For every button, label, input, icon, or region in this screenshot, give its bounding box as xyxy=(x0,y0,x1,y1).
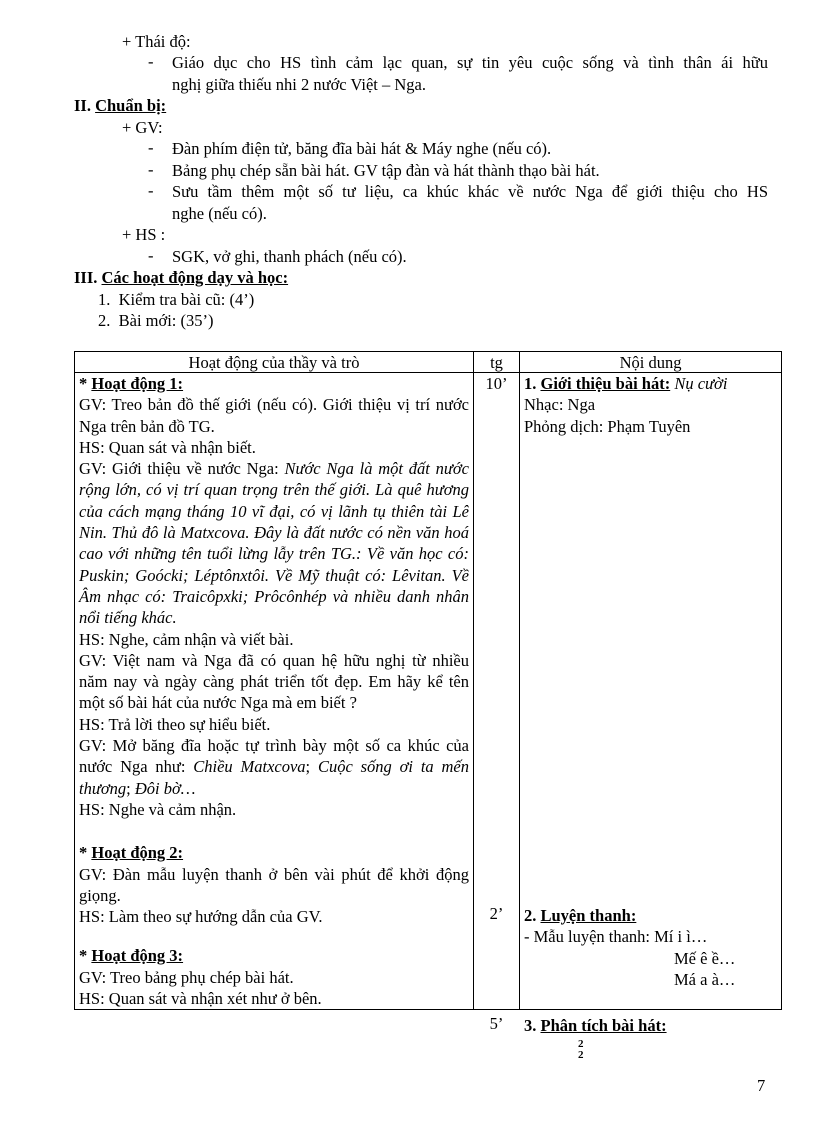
content-2-line: Má a à… xyxy=(674,969,736,989)
content-1-line: Phỏng dịch: Phạm Tuyên xyxy=(524,416,691,436)
activity-2-title: * Hoạt động 2: xyxy=(79,843,184,863)
bullet: - xyxy=(148,181,154,200)
activity-1-text: HS: Nghe, cảm nhận và viết bài. xyxy=(79,629,294,649)
table-row xyxy=(75,373,782,1010)
gv-item-3-cont: nghe (nếu có). xyxy=(172,204,267,223)
activity-3-text: HS: Quan sát và nhận xét như ở bên. xyxy=(79,989,322,1009)
activity-3-title: * Hoạt động 3: xyxy=(79,946,184,966)
gv-item-3: Sưu tầm thêm một số tư liệu, ca khúc khác về nước Nga để giới thiệu cho HS xyxy=(172,182,768,201)
content-3-title: 3. Phân tích bài hát: xyxy=(524,1016,667,1035)
content-1-line: Nhạc: Nga xyxy=(524,395,596,415)
step-1: 1. Kiểm tra bài cũ: (4’) xyxy=(98,290,255,309)
content-2-line: Mế ê ề… xyxy=(674,948,736,968)
attitude-item-line2: nghị giữa thiếu nhi 2 nước Việt – Nga. xyxy=(172,75,426,94)
gv-item-1: Đàn phím điện tử, băng đĩa bài hát & Máy nghe (nếu có). xyxy=(172,139,552,158)
activity-2-text: HS: Làm theo sự hướng dẫn của GV. xyxy=(79,907,323,927)
time-activity-2: 2’ xyxy=(489,904,504,923)
content-2-title: 2. Luyện thanh: xyxy=(524,906,637,925)
bullet: - xyxy=(148,52,154,71)
content-2-line: - Mẫu luyện thanh: Mí i ì… xyxy=(524,927,708,947)
gv-item-2: Bảng phụ chép sẵn bài hát. GV tập đàn và hát thành thạo bài hát. xyxy=(172,161,600,180)
time-activity-3: 5’ xyxy=(489,1014,504,1033)
time-signature: 2 2 xyxy=(578,1038,584,1061)
header-activities: Hoạt động của thầy và trò xyxy=(75,352,474,373)
bullet: - xyxy=(148,138,154,157)
gv-label: + GV: xyxy=(122,118,163,137)
content-cell xyxy=(520,373,782,1061)
activity-1-text: GV: Mở băng đĩa hoặc tự trình bày một số ca khúc của nước Nga như: Chiều Matxcova; Cuộc sống ơi ta mến thương; Đôi bờ… xyxy=(79,736,469,798)
hs-item-1: SGK, vở ghi, thanh phách (nếu có). xyxy=(172,247,407,266)
activity-1-text: HS: Trả lời theo sự hiểu biết. xyxy=(79,714,271,734)
content-1-title: 1. Giới thiệu bài hát: Nụ cười xyxy=(524,374,728,393)
activity-1-text: HS: Quan sát và nhận biết. xyxy=(79,437,256,457)
page-number: 7 xyxy=(757,1076,766,1095)
header-time: tg xyxy=(474,352,520,373)
section-heading-prep: II. Chuẩn bị: xyxy=(74,96,167,115)
activity-1-title: * Hoạt động 1: xyxy=(79,374,184,393)
attitude-label: + Thái độ: xyxy=(122,32,191,51)
activity-1-text: GV: Giới thiệu về nước Nga: Nước Nga là một đất nước rộng lớn, có vị trí quan trọng trên thế giới. Là quê hương của cách mạng tháng 10 vĩ đại, có vị lãnh tụ thiên tài Lê Nin. Thủ đô là Matxcova. Đây là đất nước có nền văn hoá cao với những tên tuổi lừng lẫy trên TG.: Về văn học có: Puskin; Goócki; Léptônxtôi. Về Mỹ thuật có: Lêvitan. Về Âm nhạc có: Traicôpxki; Prôcônhép và nhiều danh nhân nổi tiếng khác. xyxy=(79,459,469,628)
header-content: Nội dung xyxy=(520,352,782,373)
hs-label: + HS : xyxy=(122,225,166,244)
lesson-table xyxy=(74,351,782,1061)
time-cell xyxy=(474,373,520,1033)
activity-1-text: HS: Nghe và cảm nhận. xyxy=(79,799,237,819)
section-heading-activities: III. Các hoạt động dạy và học: xyxy=(74,268,289,287)
content-3 xyxy=(524,1015,769,1061)
activity-1-text: GV: Việt nam và Nga đã có quan hệ hữu nghị từ nhiều năm nay và ngày càng phát triển tốt đẹp. Em hãy kể tên một số bài hát của nước Nga mà em biết ? xyxy=(79,650,469,713)
activity-1-text: GV: Treo bản đồ thế giới (nếu có). Giới thiệu vị trí nước Nga trên bản đồ TG. xyxy=(79,395,469,436)
time-activity-1: 10’ xyxy=(485,374,508,393)
step-2: 2. Bài mới: (35’) xyxy=(98,311,214,330)
table-header-row xyxy=(75,352,782,373)
activity-2-text: GV: Đàn mẫu luyện thanh ở bên vài phút để khởi động giọng. xyxy=(79,864,469,905)
activity-1-cell xyxy=(75,373,474,1010)
bullet: - xyxy=(148,246,154,265)
content-2 xyxy=(524,905,769,990)
attitude-item-line1: Giáo dục cho HS tình cảm lạc quan, sự tin yêu cuộc sống và tình thân ái hữu xyxy=(172,53,768,72)
activity-3-text: GV: Treo bảng phụ chép bài hát. xyxy=(79,967,294,987)
bullet: - xyxy=(148,160,154,179)
